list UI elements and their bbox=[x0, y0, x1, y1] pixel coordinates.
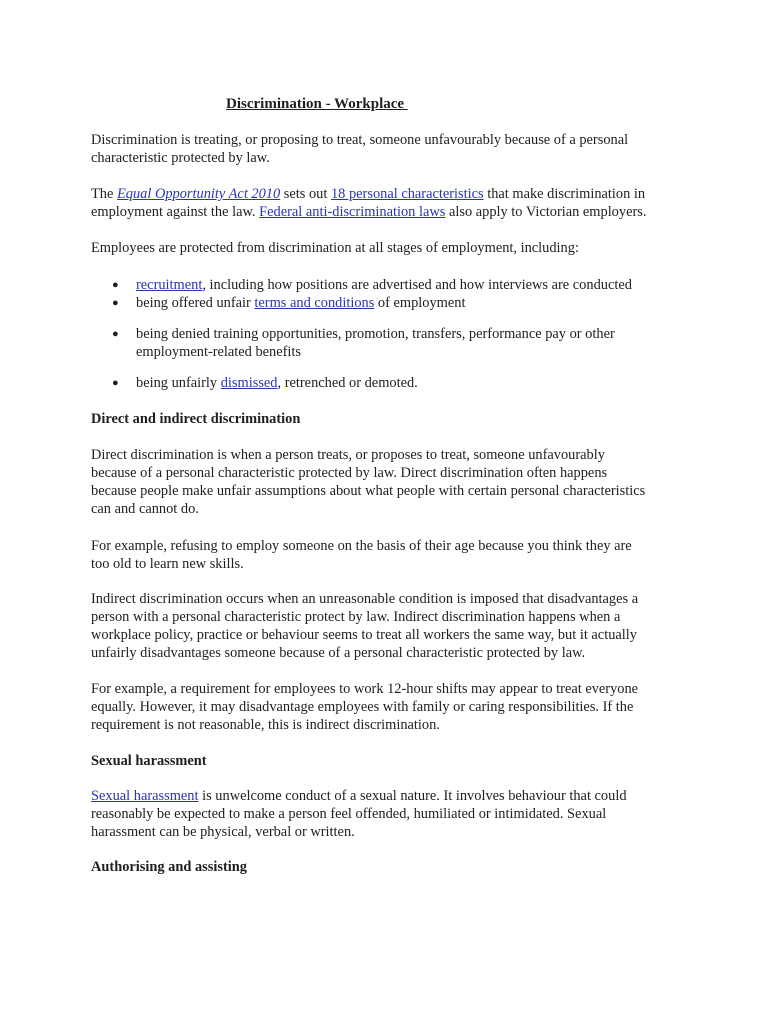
indirect-discrimination-paragraph bbox=[91, 590, 681, 662]
intro-line: Discrimination is treating, or proposing to treat, someone unfavourably because of a personal bbox=[91, 132, 629, 148]
shift-example-paragraph bbox=[91, 680, 681, 734]
list-item-text bbox=[136, 276, 682, 294]
act-paragraph-line bbox=[91, 185, 681, 203]
list-item-line: employment-related benefits bbox=[136, 344, 302, 360]
bullet-icon: ● bbox=[112, 328, 119, 340]
text-fragment: being unfairly bbox=[136, 375, 221, 391]
page-title: Discrimination - Workplace bbox=[226, 96, 408, 112]
age-example-paragraph bbox=[91, 537, 681, 573]
list-item-text bbox=[136, 374, 682, 392]
sexual-harassment-link[interactable]: Sexual harassment bbox=[91, 788, 199, 804]
text-fragment: sets out bbox=[280, 186, 331, 202]
stages-paragraph: Employees are protected from discrimination at all stages of employment, including: bbox=[91, 240, 579, 256]
list-item-text bbox=[136, 294, 682, 312]
bullet-icon: ● bbox=[112, 377, 119, 389]
list-item bbox=[112, 374, 682, 392]
equal-opportunity-act-link[interactable]: Equal Opportunity Act 2010 bbox=[116, 186, 281, 202]
text-fragment: also apply to Victorian employers. bbox=[445, 204, 647, 220]
text-fragment: of employment bbox=[374, 295, 466, 311]
paragraph-line: too old to learn new skills. bbox=[91, 556, 244, 572]
terms-and-conditions-link[interactable]: terms and conditions bbox=[254, 295, 375, 311]
paragraph-line: because people make unfair assumptions about what people with certain personal characteristics bbox=[91, 483, 646, 499]
paragraph-line: equally. However, it may disadvantage employees with family or caring responsibilities. If the bbox=[91, 699, 634, 715]
paragraph-line: person with a personal characteristic protect by law. Indirect discrimination happens when a bbox=[91, 609, 621, 625]
list-item-line: being denied training opportunities, promotion, transfers, performance pay or other bbox=[136, 326, 615, 342]
sexual-harassment-paragraph bbox=[91, 787, 681, 841]
federal-laws-link[interactable]: Federal anti-discrimination laws bbox=[259, 204, 446, 220]
paragraph-line: can and cannot do. bbox=[91, 501, 199, 517]
act-paragraph bbox=[91, 185, 681, 221]
section-heading-authorising: Authorising and assisting bbox=[91, 859, 247, 875]
paragraph-line: workplace policy, practice or behaviour seems to treat all workers the same way, but it actually bbox=[91, 627, 637, 643]
paragraph-line: Direct discrimination is when a person treats, or proposes to treat, someone unfavourably bbox=[91, 447, 605, 463]
text-fragment: , retrenched or demoted. bbox=[277, 375, 418, 391]
paragraph-line bbox=[91, 787, 681, 805]
bullet-icon: ● bbox=[112, 279, 119, 291]
paragraph-line: For example, refusing to employ someone on the basis of their age because you think they are bbox=[91, 538, 632, 554]
recruitment-link[interactable]: recruitment bbox=[136, 277, 203, 293]
list-item-text bbox=[136, 325, 682, 361]
act-paragraph-line bbox=[91, 203, 681, 221]
text-fragment: being offered unfair bbox=[136, 295, 255, 311]
list-item bbox=[112, 276, 682, 294]
section-heading-sexual-harassment: Sexual harassment bbox=[91, 753, 207, 769]
paragraph-line: requirement is not reasonable, this is indirect discrimination. bbox=[91, 717, 440, 733]
paragraph-line: because of a personal characteristic protected by law. Direct discrimination often happens bbox=[91, 465, 608, 481]
section-heading-direct-indirect: Direct and indirect discrimination bbox=[91, 411, 301, 427]
dismissed-link[interactable]: dismissed bbox=[220, 375, 278, 391]
personal-characteristics-link[interactable]: 18 personal characteristics bbox=[330, 186, 484, 202]
paragraph-line: reasonably be expected to make a person feel offended, humiliated or intimidated. Sexual bbox=[91, 806, 607, 822]
paragraph-line: unfairly disadvantages someone because of a personal characteristic protected by law. bbox=[91, 645, 586, 661]
text-fragment: employment against the law. bbox=[91, 204, 260, 220]
intro-line: characteristic protected by law. bbox=[91, 150, 270, 166]
paragraph-line: Indirect discrimination occurs when an unreasonable condition is imposed that disadvantages a bbox=[91, 591, 639, 607]
paragraph-line: For example, a requirement for employees to work 12-hour shifts may appear to treat everyone bbox=[91, 681, 639, 697]
text-fragment: The bbox=[91, 186, 117, 202]
text-fragment: , including how positions are advertised and how interviews are conducted bbox=[202, 277, 632, 293]
bullet-icon: ● bbox=[112, 297, 119, 309]
direct-discrimination-paragraph bbox=[91, 446, 681, 518]
text-fragment: that make discrimination in bbox=[483, 186, 646, 202]
intro-paragraph bbox=[91, 131, 681, 167]
paragraph-line: harassment can be physical, verbal or written. bbox=[91, 824, 355, 840]
list-item bbox=[112, 325, 682, 361]
list-item bbox=[112, 294, 682, 312]
text-fragment: is unwelcome conduct of a sexual nature. It involves behaviour that could bbox=[198, 788, 627, 804]
